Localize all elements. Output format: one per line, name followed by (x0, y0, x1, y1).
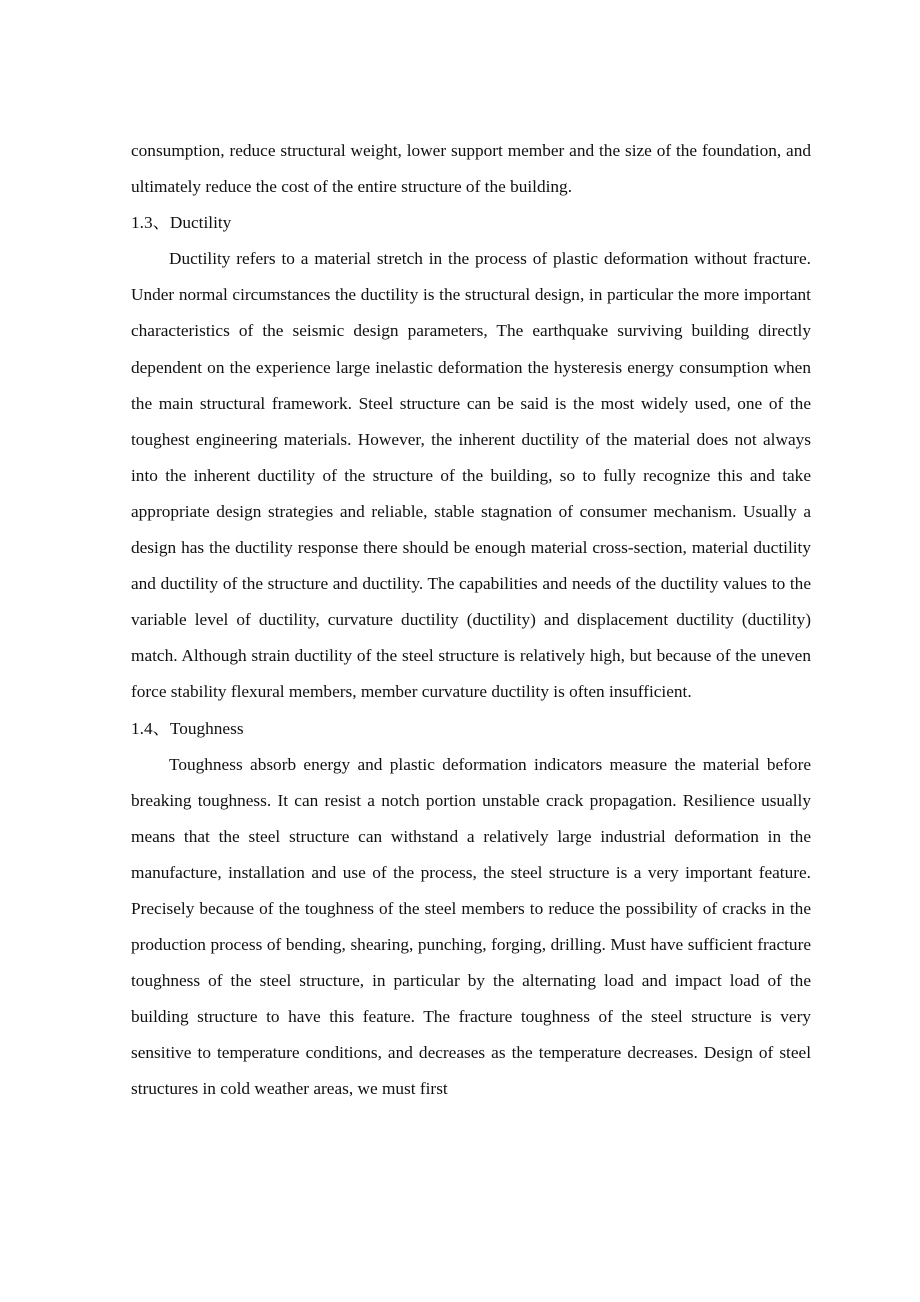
paragraph-ductility: Ductility refers to a material stretch in the process of plastic deformation without fracture. Under normal circumstances the ductility is the structural design, in particular the more important characteristics of the seismic design parameters, The earthquake surviving building directly dependent on the experience large inelastic deformation the hysteresis energy consumption when the main structural framework. Steel structure can be said is the most widely used, one of the toughest engineering materials. However, the inherent ductility of the material does not always into the inherent ductility of the structure of the building, so to fully recognize this and take appropriate design strategies and reliable, stable stagnation of consumer mechanism. Usually a design has the ductility response there should be enough material cross-section, material ductility and ductility of the structure and ductility. The capabilities and needs of the ductility values to the variable level of ductility, curvature ductility (ductility) and displacement ductility (ductility) match. Although strain ductility of the steel structure is relatively high, but because of the uneven force stability flexural members, member curvature ductility is often insufficient. (131, 249, 811, 702)
paragraph-continuation: consumption, reduce structural weight, lower support member and the size of the foundation, and ultimately reduce the cost of the entire structure of the building. (131, 141, 811, 197)
section-heading-ductility: 1.3、Ductility (131, 213, 232, 233)
document-body (131, 133, 811, 1108)
section-heading-toughness: 1.4、Toughness (131, 718, 244, 738)
paragraph-toughness: Toughness absorb energy and plastic deformation indicators measure the material before breaking toughness. It can resist a notch portion unstable crack propagation. Resilience usually means that the steel structure can withstand a relatively large industrial deformation in the manufacture, installation and use of the process, the steel structure is a very important feature. Precisely because of the toughness of the steel members to reduce the possibility of cracks in the production process of bending, shearing, punching, forging, drilling. Must have sufficient fracture toughness of the steel structure, in particular by the alternating load and impact load of the building structure to have this feature. The fracture toughness of the steel structure is very sensitive to temperature conditions, and decreases as the temperature decreases. Design of steel structures in cold weather areas, we must first (131, 754, 811, 1099)
